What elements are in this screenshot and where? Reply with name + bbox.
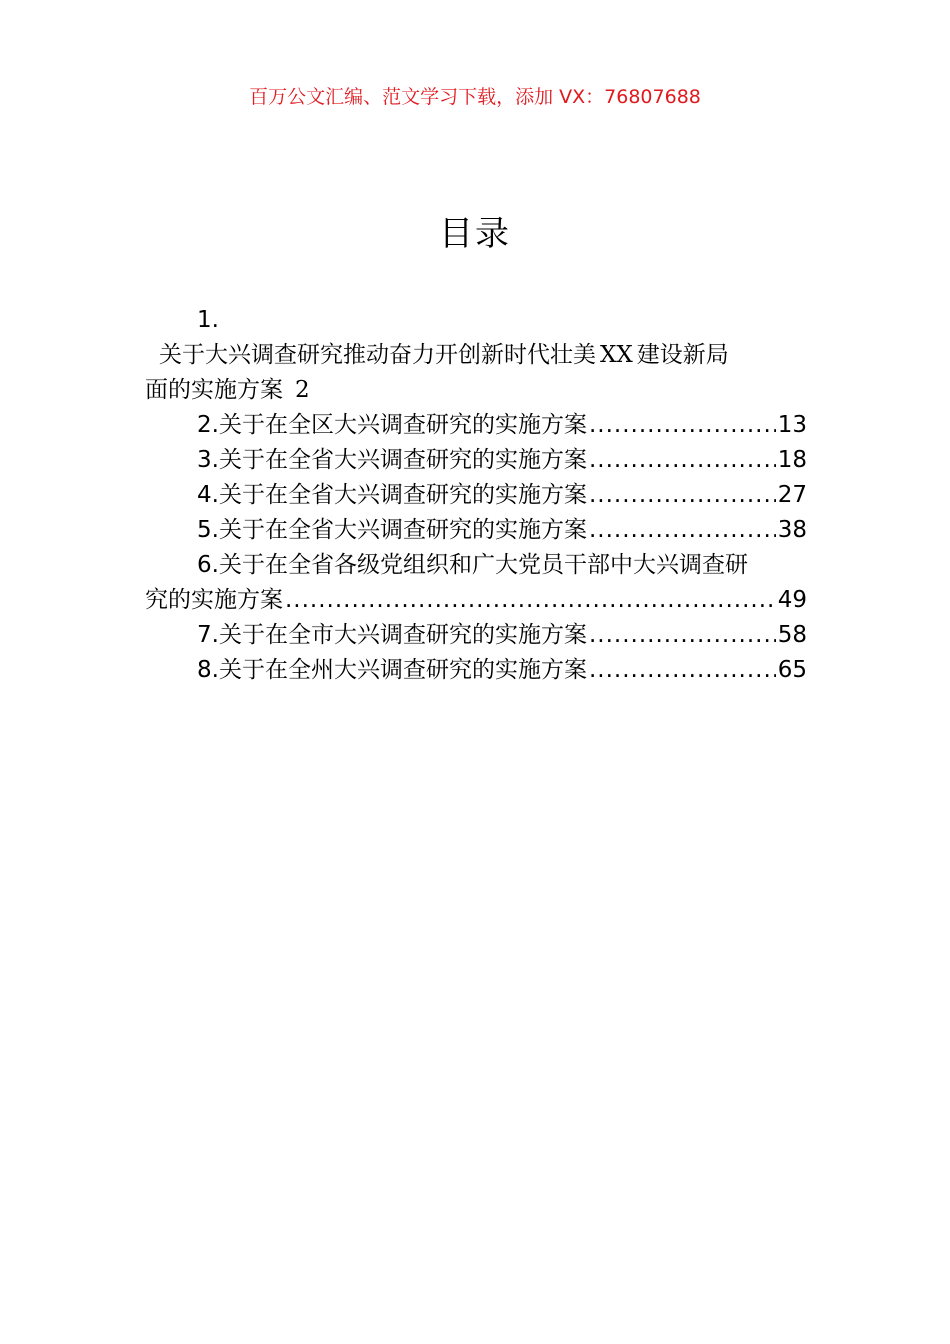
- toc-item-text: 7.关于在全市大兴调查研究的实施方案: [197, 622, 587, 648]
- toc-item-number: 1.: [197, 307, 219, 333]
- toc-dot-leader: [589, 443, 776, 478]
- toc-item-text: 5.关于在全省大兴调查研究的实施方案: [197, 517, 587, 543]
- toc-dot-leader: [589, 513, 776, 548]
- toc-dot-leader: [589, 408, 776, 443]
- toc-item-8[interactable]: [145, 653, 807, 688]
- header-note: 百万公文汇编、范文学习下载，添加 VX：76807688: [249, 86, 701, 108]
- toc-item-7[interactable]: [145, 618, 807, 653]
- toc-item-2[interactable]: [145, 408, 807, 443]
- toc-item-5[interactable]: [145, 513, 807, 548]
- toc-item-6-line1[interactable]: [145, 548, 807, 583]
- toc-item-page-number: 38: [777, 517, 807, 543]
- toc-item-1-line2[interactable]: [145, 373, 807, 408]
- toc-dot-leader: [589, 653, 776, 688]
- toc-item-3[interactable]: [145, 443, 807, 478]
- toc-item-text: 3.关于在全省大兴调查研究的实施方案: [197, 447, 587, 473]
- toc-item-text: 6.关于在全省各级党组织和广大党员干部中大兴调查研: [197, 552, 748, 578]
- toc-item-page-number: 27: [777, 482, 807, 508]
- toc-item-6-line2[interactable]: [145, 583, 807, 618]
- toc-item-text: 4.关于在全省大兴调查研究的实施方案: [197, 482, 587, 508]
- table-of-contents: [145, 303, 807, 688]
- toc-item-1-line1[interactable]: [145, 338, 807, 373]
- toc-item-text: 关于大兴调查研究推动奋力开创新时代壮美: [159, 342, 596, 368]
- toc-dot-leader: [589, 618, 776, 653]
- toc-item-text: 究的实施方案: [145, 587, 283, 613]
- toc-item-4[interactable]: [145, 478, 807, 513]
- toc-item-1-number: [145, 303, 807, 338]
- toc-item-page-number: 18: [777, 447, 807, 473]
- toc-item-placeholder-xx: XX: [600, 342, 633, 368]
- toc-item-page-number: 49: [777, 587, 807, 613]
- toc-item-text-end: 建设新局: [636, 342, 729, 368]
- toc-dot-leader: [285, 583, 776, 618]
- page-title: 目录: [439, 214, 511, 254]
- toc-item-text: 面的实施方案: [145, 377, 283, 403]
- toc-item-page-number: 2: [295, 377, 310, 403]
- toc-item-page-number: 13: [777, 412, 807, 438]
- toc-item-page-number: 58: [777, 622, 807, 648]
- toc-item-text: 2.关于在全区大兴调查研究的实施方案: [197, 412, 587, 438]
- toc-dot-leader: [589, 478, 776, 513]
- toc-item-text: 8.关于在全州大兴调查研究的实施方案: [197, 657, 587, 683]
- toc-item-page-number: 65: [777, 657, 807, 683]
